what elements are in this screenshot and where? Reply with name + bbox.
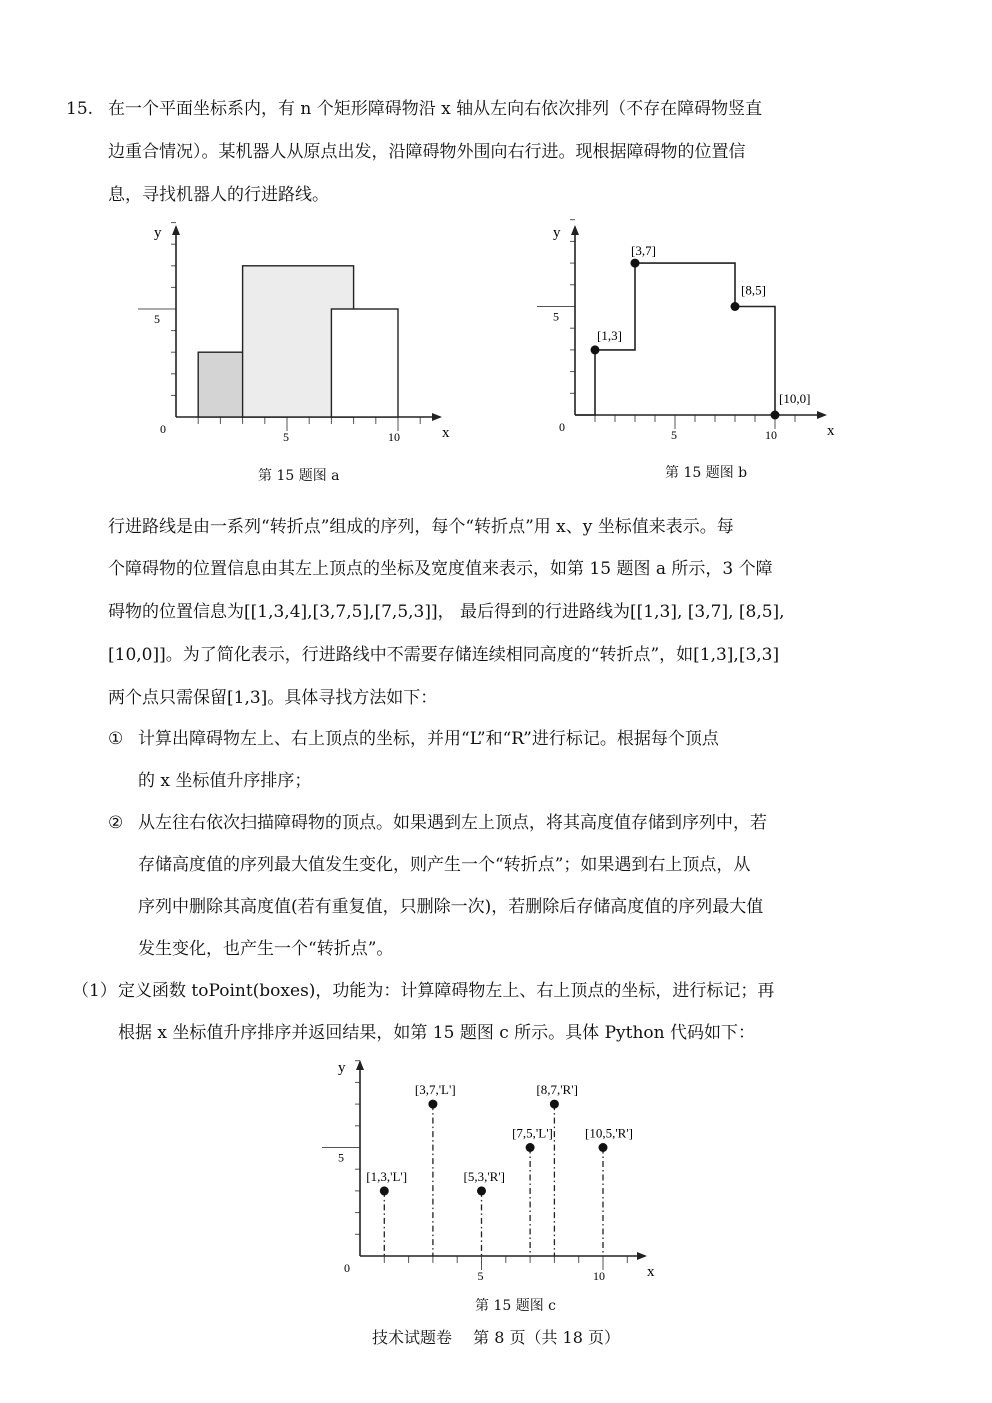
turning-point-marker [591, 345, 600, 354]
step-2-line-4: 发生变化，也产生一个“转折点”。 [138, 939, 394, 959]
x-tick-5-label: 5 [671, 428, 677, 442]
x-axis-label: x [827, 423, 835, 439]
vertex-point-label: [3,7,'L'] [414, 1082, 456, 1098]
turning-point-label: [1,3] [597, 327, 622, 343]
vertex-point-marker [380, 1186, 389, 1195]
body-line-4: [10,0]]。为了简化表示，行进路线中不需要存储连续相同高度的“转折点”，如[1,3],[3,3] [108, 645, 780, 665]
origin-label: 0 [559, 420, 565, 434]
y-axis-arrow [172, 225, 180, 235]
vertex-point-marker [428, 1100, 437, 1109]
origin-label: 0 [344, 1261, 350, 1275]
origin-label: 0 [160, 422, 166, 436]
vertex-point-label: [7,5,'L'] [512, 1125, 553, 1141]
y-axis-arrow [571, 225, 579, 235]
vertex-point-label: [10,5,'R'] [585, 1125, 634, 1141]
step-2-line-1: 从左往右依次扫描障碍物的顶点。如果遇到左上顶点，将其高度值存储到序列中，若 [138, 813, 767, 833]
subquestion-line-1: 定义函数 toPoint(boxes)，功能为：计算障碍物左上、右上顶点的坐标，进行标记；再 [118, 981, 775, 1001]
y-axis-arrow [356, 1060, 364, 1070]
figure-b-path [545, 215, 855, 455]
figure-a-caption: 第 15 题图 a [258, 468, 340, 484]
figure-b-caption: 第 15 题图 b [665, 465, 748, 481]
x-axis-label: x [647, 1264, 655, 1280]
page-footer [0, 1325, 992, 1348]
step-2-line-2: 存储高度值的序列最大值发生变化，则产生一个“转折点”；如果遇到右上顶点，从 [138, 855, 751, 875]
step-1-marker: ① [108, 729, 124, 749]
x-axis-arrow [637, 1252, 647, 1260]
x-axis-arrow [817, 411, 827, 419]
vertex-point-label: [1,3,'L'] [366, 1168, 408, 1184]
figure-a-obstacles [140, 215, 460, 455]
turning-point-marker [731, 302, 740, 311]
step-2-marker: ② [108, 813, 124, 833]
vertex-point-label: [8,7,'R'] [536, 1082, 578, 1098]
x-tick-10-label: 10 [765, 428, 777, 442]
vertex-point-marker [526, 1143, 535, 1152]
y-axis-label: y [338, 1060, 346, 1076]
subquestion-line-2: 根据 x 坐标值升序排序并返回结果，如第 15 题图 c 所示。具体 Python 代码如下： [118, 1023, 755, 1043]
step-2-line-3: 序列中删除其高度值(若有重复值，只删除一次)，若删除后存储高度值的序列最大值 [138, 897, 764, 917]
y-axis-label: y [553, 225, 561, 241]
vertex-point-marker [477, 1186, 486, 1195]
intro-line-3: 息，寻找机器人的行进路线。 [108, 185, 329, 205]
y-tick-5-label: 5 [338, 1150, 344, 1165]
body-line-5: 两个点只需保留[1,3]。具体寻找方法如下： [108, 688, 438, 708]
turning-point-marker [771, 411, 780, 420]
x-tick-10-label: 10 [388, 430, 400, 444]
subquestion-marker: （1） [72, 981, 117, 1001]
x-tick-5-label: 5 [477, 1269, 484, 1283]
x-tick-5-label: 5 [283, 430, 289, 444]
vertex-point-marker [550, 1100, 559, 1109]
turning-point-label: [10,0] [779, 391, 811, 406]
body-line-3: 碍物的位置信息为[[1,3,4],[3,7,5],[7,5,3]]， 最后得到的行进路线为[[1,3], [3,7], [8,5], [108, 602, 785, 622]
footer-page-number: 第 8 页（共 18 页） [473, 1328, 620, 1347]
footer-subject: 技术试题卷 [372, 1328, 453, 1347]
vertex-point-label: [5,3,'R'] [463, 1168, 506, 1184]
figure-c-caption: 第 15 题图 c [475, 1298, 557, 1314]
step-1-line-1: 计算出障碍物左上、右上顶点的坐标，并用“L”和“R”进行标记。根据每个顶点 [138, 729, 719, 749]
figure-c-vertices [330, 1050, 670, 1290]
y-tick-5-label: 5 [553, 309, 559, 324]
x-axis-arrow [432, 413, 442, 421]
turning-point-label: [8,5] [741, 282, 766, 298]
x-tick-10-label: 10 [593, 1269, 605, 1283]
y-tick-5-label: 5 [154, 312, 160, 326]
intro-line-1: 在一个平面坐标系内，有 n 个矩形障碍物沿 x 轴从左向右依次排列（不存在障碍物竖直 [108, 99, 763, 119]
obstacle-rect [331, 309, 398, 417]
turning-point-marker [631, 259, 640, 268]
turning-point-label: [3,7] [631, 243, 656, 259]
x-axis-label: x [442, 425, 450, 441]
body-line-2: 个障碍物的位置信息由其左上顶点的坐标及宽度值来表示，如第 15 题图 a 所示，3 个障 [108, 559, 773, 579]
step-1-line-2: 的 x 坐标值升序排序； [138, 771, 312, 791]
intro-line-2: 边重合情况）。某机器人从原点出发，沿障碍物外围向右行进。现根据障碍物的位置信 [108, 142, 746, 162]
y-axis-label: y [154, 225, 162, 241]
problem-number: 15. [66, 99, 94, 119]
body-line-1: 行进路线是由一系列“转折点”组成的序列，每个“转折点”用 x、y 坐标值来表示。每 [108, 517, 734, 537]
vertex-point-marker [599, 1143, 608, 1152]
